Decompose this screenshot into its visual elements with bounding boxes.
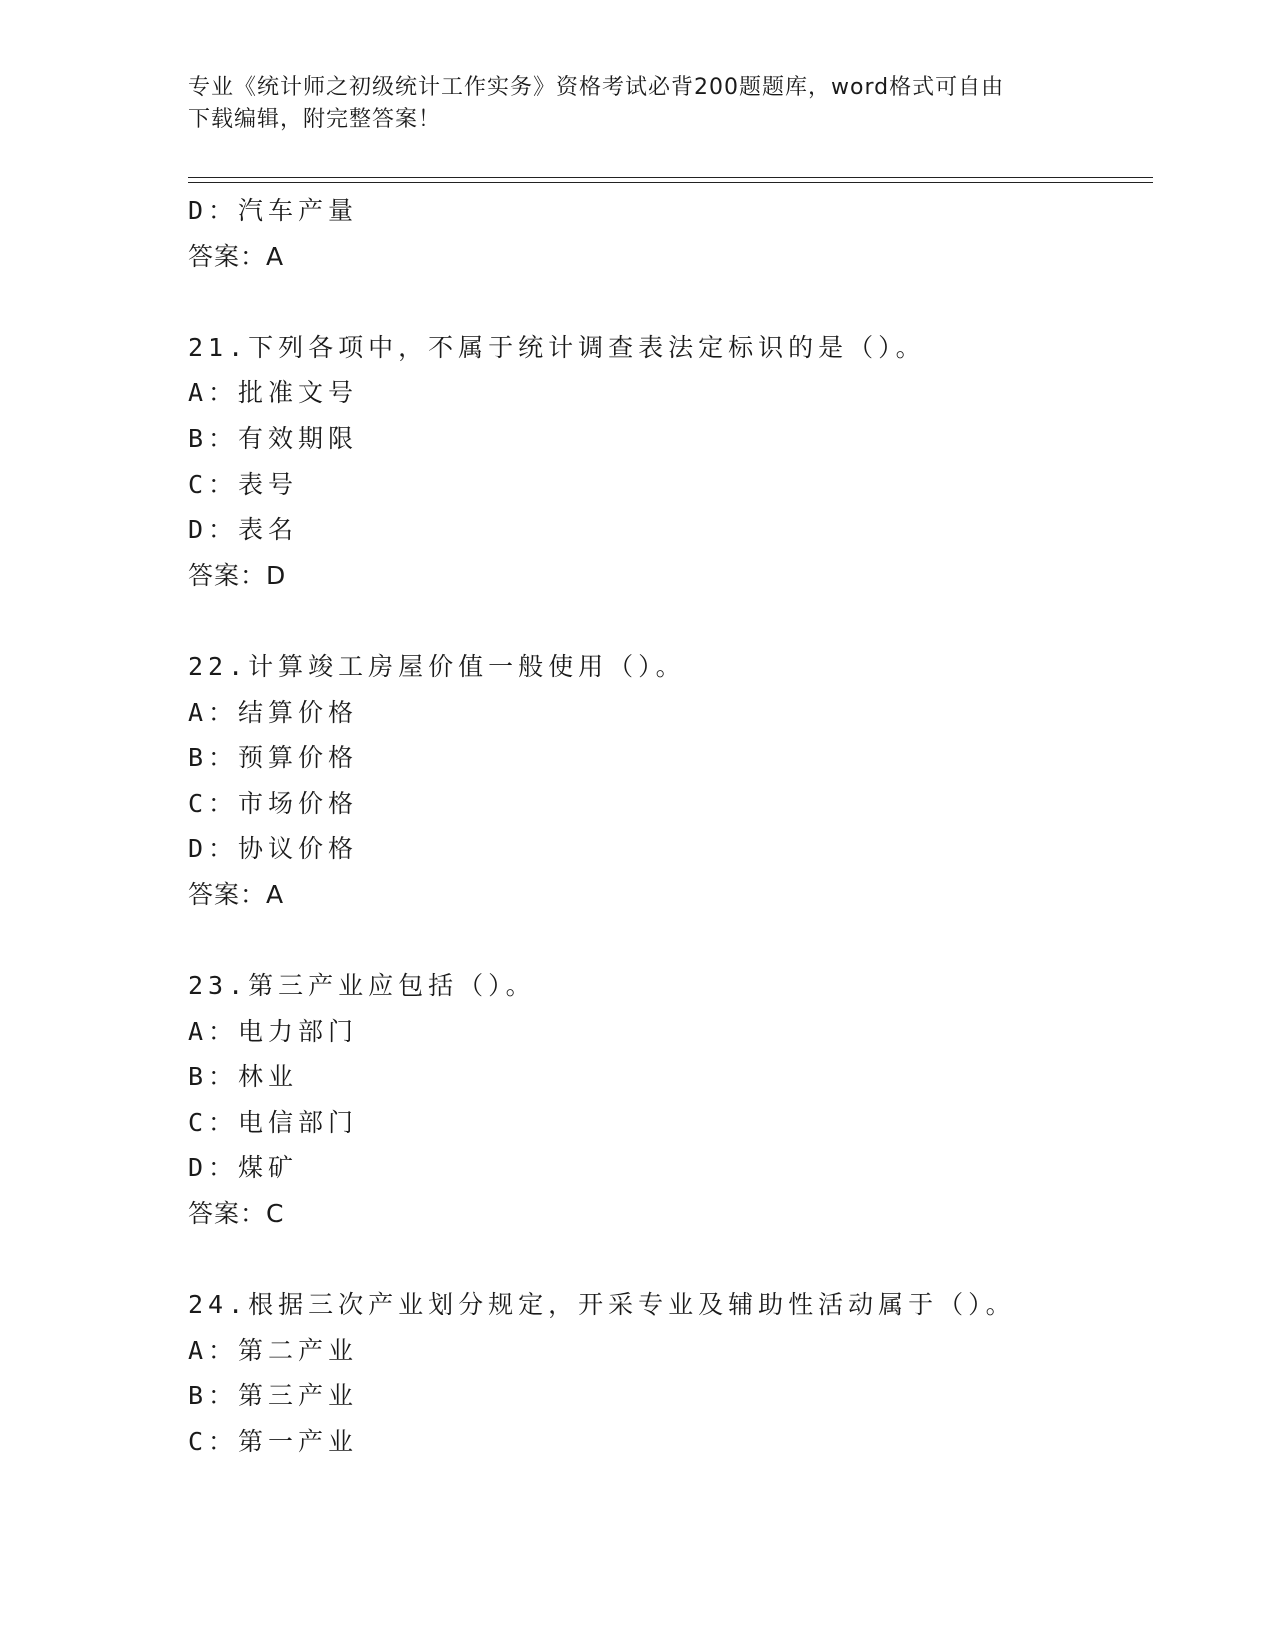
answer-label: 答案： bbox=[188, 241, 267, 271]
option-c: C：市场价格 bbox=[188, 788, 359, 818]
option-c: C：第一产业 bbox=[188, 1427, 359, 1457]
answer-label: 答案： bbox=[188, 560, 267, 590]
header-divider-bottom bbox=[188, 182, 1153, 183]
option-d: D：煤矿 bbox=[188, 1153, 299, 1183]
question-stem: 23.第三产业应包括（）。 bbox=[188, 971, 536, 1001]
option-b: B：第三产业 bbox=[188, 1381, 359, 1411]
option-a: A：批准文号 bbox=[188, 378, 359, 408]
answer-value: A bbox=[266, 879, 284, 909]
option-a: A：第二产业 bbox=[188, 1335, 359, 1365]
option-b: B：预算价格 bbox=[188, 743, 359, 773]
header-line-2: 下载编辑，附完整答案！ bbox=[188, 107, 442, 132]
answer-line bbox=[188, 1191, 1148, 1237]
spacer bbox=[188, 1237, 1148, 1283]
option-d: D：协议价格 bbox=[188, 834, 359, 864]
answer-value: D bbox=[266, 560, 286, 590]
question-stem: 22.计算竣工房屋价值一般使用（）。 bbox=[188, 651, 686, 681]
answer-line bbox=[188, 234, 1148, 280]
header-line-1: 专业《统计师之初级统计工作实务》资格考试必背200题题库，word格式可自由 bbox=[188, 75, 1005, 100]
option-d: D：表名 bbox=[188, 515, 299, 545]
option-b: B：林业 bbox=[188, 1062, 299, 1092]
question-stem: 24.根据三次产业划分规定，开采专业及辅助性活动属于（）。 bbox=[188, 1290, 1016, 1320]
answer-label: 答案： bbox=[188, 879, 267, 909]
question-list bbox=[188, 188, 1148, 1465]
answer-label: 答案： bbox=[188, 1199, 267, 1229]
spacer bbox=[188, 918, 1148, 964]
page-header bbox=[188, 72, 1088, 136]
option-a: A：电力部门 bbox=[188, 1016, 359, 1046]
option-d: D：汽车产量 bbox=[188, 196, 359, 225]
option-c: C：表号 bbox=[188, 469, 299, 499]
question-stem: 21.下列各项中，不属于统计调查表法定标识的是（）。 bbox=[188, 332, 926, 362]
spacer bbox=[188, 598, 1148, 644]
spacer bbox=[188, 279, 1148, 325]
answer-line bbox=[188, 872, 1148, 918]
answer-value: A bbox=[266, 241, 284, 271]
answer-value: C bbox=[266, 1199, 284, 1229]
answer-line bbox=[188, 553, 1148, 599]
option-a: A：结算价格 bbox=[188, 697, 359, 727]
option-b: B：有效期限 bbox=[188, 423, 359, 453]
option-c: C：电信部门 bbox=[188, 1107, 359, 1137]
header-divider-top bbox=[188, 177, 1153, 178]
